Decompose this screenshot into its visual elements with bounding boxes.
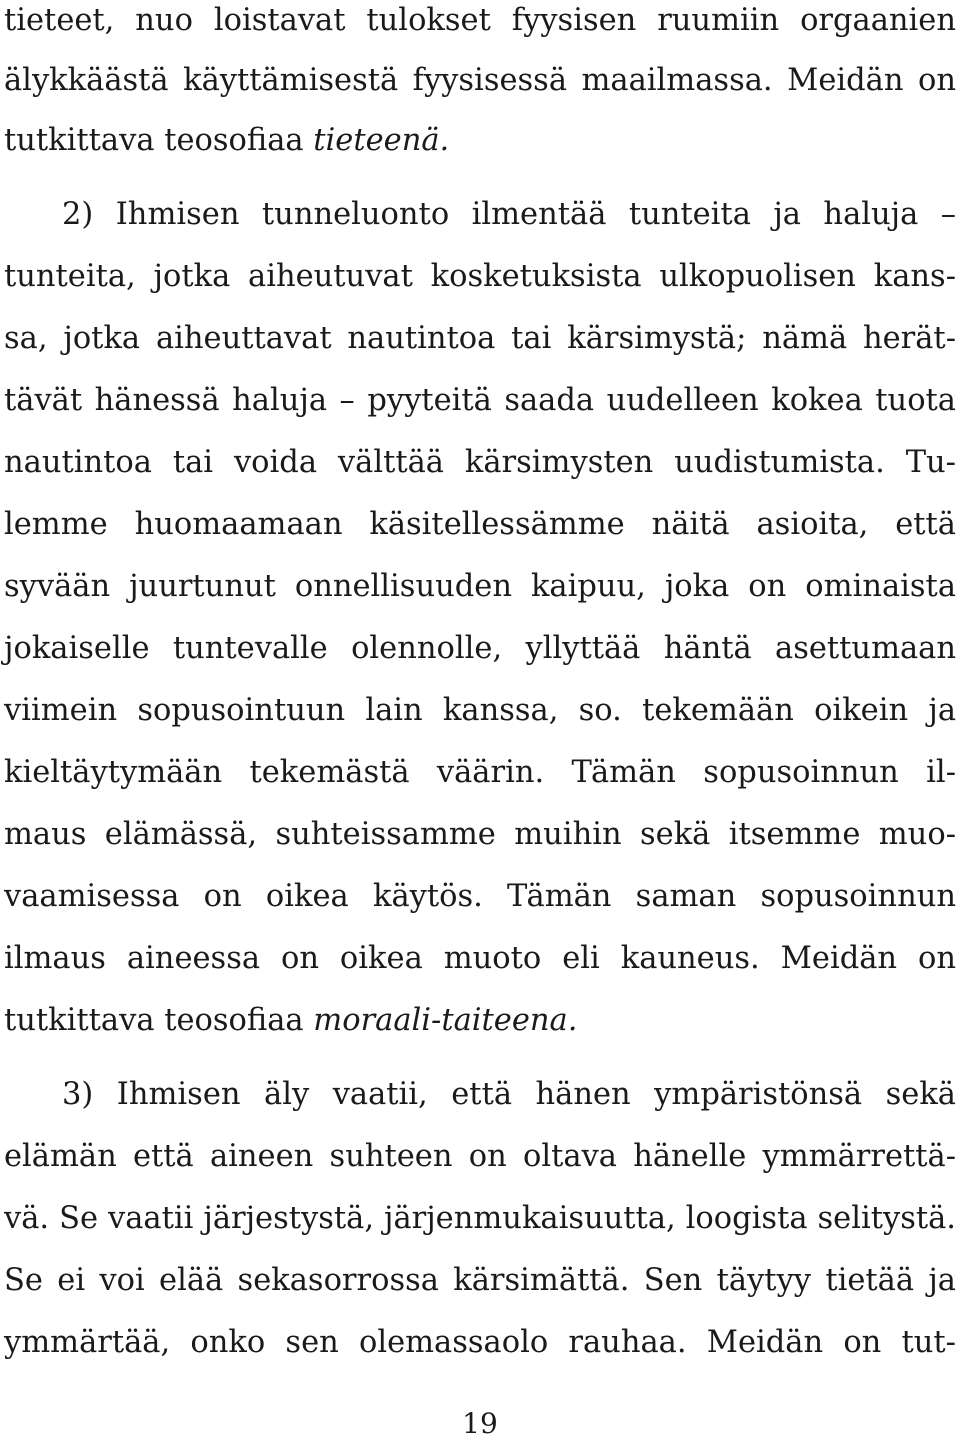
text-line: tävät hänessä haluja – pyyteitä saada uudelleen kokea tuota — [4, 383, 956, 418]
italic-text: tieteenä. — [313, 123, 450, 158]
text-line: jokaiselle tuntevalle olennolle, yllyttää häntä asettumaan — [4, 631, 956, 666]
text-line: vaamisessa on oikea käytös. Tämän saman sopusoinnun — [4, 879, 956, 914]
text-line: maus elämässä, suhteissamme muihin sekä itsemme muo- — [4, 817, 956, 852]
text-span: tutkittava teosofiaa — [4, 1003, 314, 1038]
text-line: tunteita, jotka aiheutuvat kosketuksista ulkopuolisen kans- — [4, 259, 956, 294]
text-span: tutkittava teosofiaa — [4, 123, 314, 158]
text-line: nautintoa tai voida välttää kärsimysten uudistumista. Tu- — [4, 445, 956, 480]
text-line — [4, 110, 956, 172]
text-line: kieltäytymään tekemästä väärin. Tämän sopusoinnun il- — [4, 755, 956, 790]
text-line: lemme huomaamaan käsitellessämme näitä asioita, että — [4, 507, 956, 542]
text-line: viimein sopusointuun lain kanssa, so. tekemään oikein ja — [4, 693, 956, 728]
italic-text: moraali-taiteena. — [313, 1003, 578, 1038]
text-line: sa, jotka aiheuttavat nautintoa tai kärsimystä; nämä herät- — [4, 321, 956, 356]
text-line: ymmärtää, onko sen olemassaolo rauhaa. Meidän on tut- — [4, 1325, 956, 1360]
page-number: 19 — [462, 1407, 498, 1440]
text-line: 3) Ihmisen äly vaatii, että hänen ympäristönsä sekä — [62, 1077, 956, 1112]
text-line: syvään juurtunut onnellisuuden kaipuu, joka on ominaista — [4, 569, 956, 604]
text-line — [4, 990, 956, 1052]
text-line: 2) Ihmisen tunneluonto ilmentää tunteita ja haluja – — [62, 197, 956, 232]
text-line: Se ei voi elää sekasorrossa kärsimättä. Sen täytyy tietää ja — [4, 1263, 956, 1298]
text-line: tieteet, nuo loistavat tulokset fyysisen ruumiin orgaanien — [4, 3, 956, 38]
text-line: älykkäästä käyttämisestä fyysisessä maailmassa. Meidän on — [4, 63, 956, 98]
text-line: ilmaus aineessa on oikea muoto eli kauneus. Meidän on — [4, 941, 956, 976]
text-line: elämän että aineen suhteen on oltava hänelle ymmärrettä- — [4, 1139, 956, 1174]
text-line: vä. Se vaatii järjestystä, järjenmukaisuutta, loogista selitystä. — [4, 1201, 956, 1236]
